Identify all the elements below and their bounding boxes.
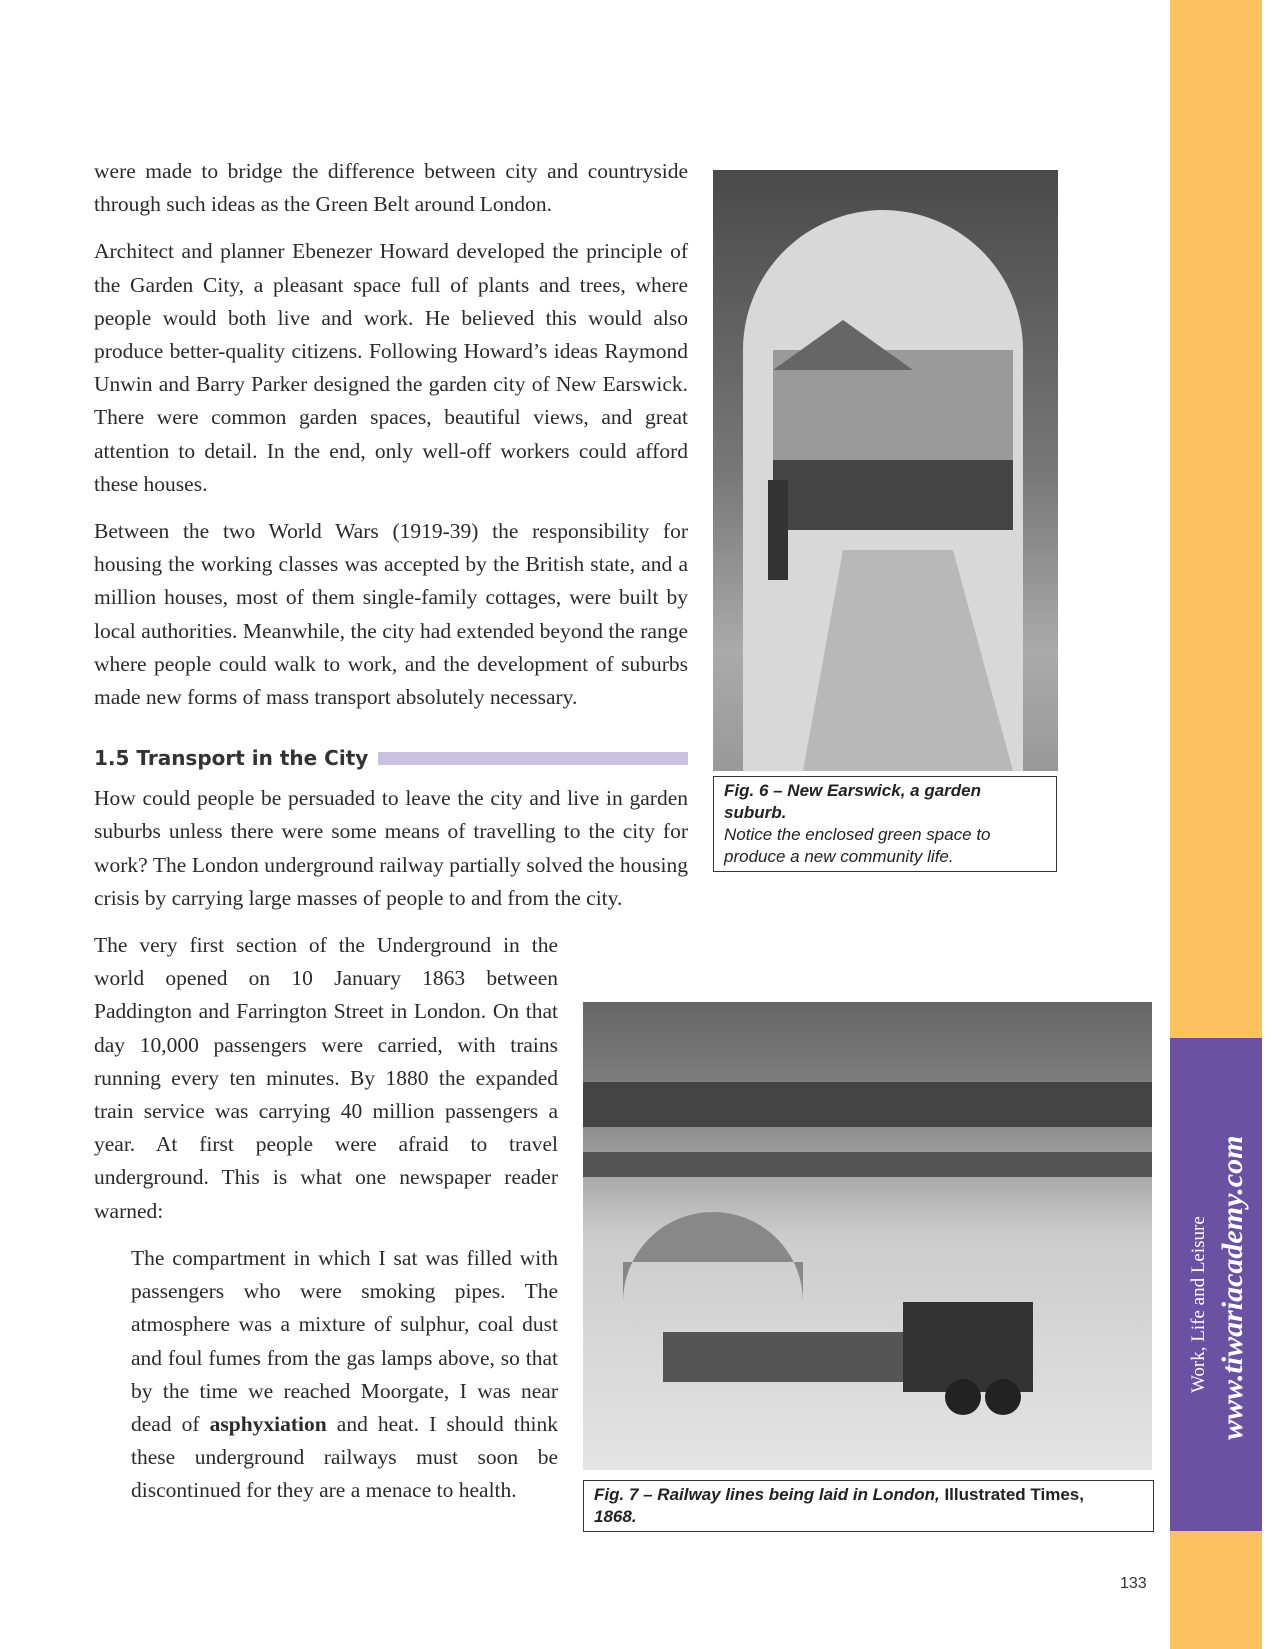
paragraph-world-wars: Between the two World Wars (1919-39) the responsibility for housing the working classes was accepted by the British state, and a million houses, most of them single-family cottages, were built by local authorities. Meanwhile, the city had extended beyond the range where people could walk to work, and the development of suburbs made new forms of mass transport absolutely necessary. [94, 519, 688, 710]
chapter-title: Work, Life and Leisure [1188, 1216, 1209, 1393]
fig6-caption [713, 776, 1057, 872]
newspaper-quote [131, 1242, 558, 1508]
website-watermark: www.tiwariacademy.com [1216, 1135, 1249, 1440]
fig6-note: Notice the enclosed green space to produce a new community life. [724, 825, 991, 866]
quote-text-end: and heat. I should think these underground railways must soon be discontinued for they are a menace to health. [131, 1411, 558, 1503]
fig7-source: Illustrated Times, [939, 1485, 1084, 1504]
fig6-photo [713, 170, 1058, 771]
fig7-engraving [583, 1002, 1152, 1470]
fig7-caption [583, 1480, 1154, 1532]
quote-bold: asphyxiation [209, 1411, 327, 1436]
fig6-title: Fig. 6 – New Earswick, a garden suburb. [724, 781, 981, 822]
fig7-title: Fig. 7 – Railway lines being laid in London, [594, 1485, 940, 1504]
paragraph-intro: were made to bridge the difference between city and countryside through such ideas as the Green Belt around London. [94, 159, 688, 217]
sidebar-tab [1170, 1038, 1262, 1531]
section-heading: 1.5 Transport in the City [94, 746, 369, 771]
page-number: 133 [1120, 1575, 1147, 1592]
heading-bar [378, 752, 688, 765]
section-heading-row [94, 744, 688, 772]
quote-text: The compartment in which I sat was filled with passengers who were smoking pipes. The atmosphere was a mixture of sulphur, coal dust and foul fumes from the gas lamps above, so that by the time we reached Moorgate, I was near dead of [131, 1245, 558, 1436]
paragraph-underground: The very first section of the Underground in the world opened on 10 January 1863 between Paddington and Farrington Street in London. On that day 10,000 passengers were carried, with trains running every ten minutes. By 1880 the expanded train service was carrying 40 million passengers a year. At first people were afraid to travel underground. This is what one newspaper reader warned: [94, 933, 558, 1223]
paragraph-transport: How could people be persuaded to leave the city and live in garden suburbs unless there were some means of travelling to the city for work? The London underground railway partially solved the housing crisis by carrying large masses of people to and from the city. [94, 786, 688, 910]
paragraph-garden-city: Architect and planner Ebenezer Howard developed the principle of the Garden City, a pleasant space full of plants and trees, where people would both live and work. He believed this would also produce better-quality citizens. Following Howard’s ideas Raymond Unwin and Barry Parker designed the garden city of New Earswick. There were common garden spaces, beautiful views, and great attention to detail. In the end, only well-off workers could afford these houses. [94, 239, 688, 496]
fig7-year: 1868. [594, 1507, 637, 1526]
